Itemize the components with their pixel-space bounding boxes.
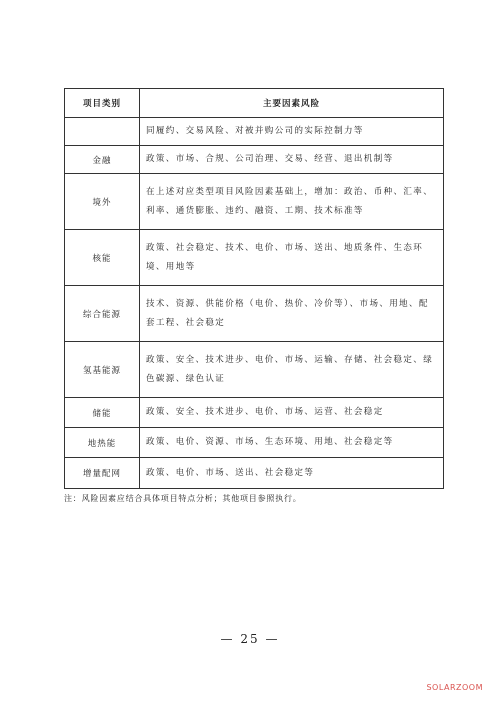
watermark-logo: SOLARZOOM bbox=[426, 683, 483, 692]
row-risk: 政策、电价、市场、送出、社会稳定等 bbox=[140, 458, 444, 489]
table-row bbox=[65, 146, 444, 174]
table-row bbox=[65, 428, 444, 458]
row-risk: 同履约、交易风险、对被并购公司的实际控制力等 bbox=[140, 118, 444, 146]
row-category: 增量配网 bbox=[65, 458, 140, 489]
table-header-row bbox=[65, 89, 444, 118]
table-row bbox=[65, 342, 444, 398]
row-category bbox=[65, 118, 140, 146]
row-category: 境外 bbox=[65, 174, 140, 230]
row-risk: 政策、安全、技术进步、电价、市场、运输、存储、社会稳定、绿色碳源、绿色认证 bbox=[140, 342, 444, 398]
table-row bbox=[65, 118, 444, 146]
row-category: 综合能源 bbox=[65, 286, 140, 342]
row-category: 地热能 bbox=[65, 428, 140, 458]
table-row bbox=[65, 458, 444, 489]
page-number: — 25 — bbox=[220, 632, 280, 646]
row-category: 氢基能源 bbox=[65, 342, 140, 398]
header-main-risk-factors: 主要因素风险 bbox=[140, 89, 444, 118]
row-risk: 政策、安全、技术进步、电价、市场、运营、社会稳定 bbox=[140, 398, 444, 428]
table-row bbox=[65, 230, 444, 286]
row-risk: 政策、电价、资源、市场、生态环境、用地、社会稳定等 bbox=[140, 428, 444, 458]
row-category: 核能 bbox=[65, 230, 140, 286]
table-row bbox=[65, 286, 444, 342]
table-row bbox=[65, 398, 444, 428]
row-risk: 政策、市场、合规、公司治理、交易、经营、退出机制等 bbox=[140, 146, 444, 174]
row-risk: 技术、资源、供能价格（电价、热价、冷价等）、市场、用地、配套工程、社会稳定 bbox=[140, 286, 444, 342]
row-category: 储能 bbox=[65, 398, 140, 428]
table-footnote: 注：风险因素应结合具体项目特点分析；其他项目参照执行。 bbox=[64, 494, 302, 503]
header-project-category: 项目类别 bbox=[65, 89, 140, 118]
row-category: 金融 bbox=[65, 146, 140, 174]
row-risk: 在上述对应类型项目风险因素基础上，增加：政治、币种、汇率、利率、通货膨胀、违约、融资、工期、技术标准等 bbox=[140, 174, 444, 230]
risk-factor-table bbox=[64, 88, 444, 489]
table-row bbox=[65, 174, 444, 230]
row-risk: 政策、社会稳定、技术、电价、市场、送出、地质条件、生态环境、用地等 bbox=[140, 230, 444, 286]
